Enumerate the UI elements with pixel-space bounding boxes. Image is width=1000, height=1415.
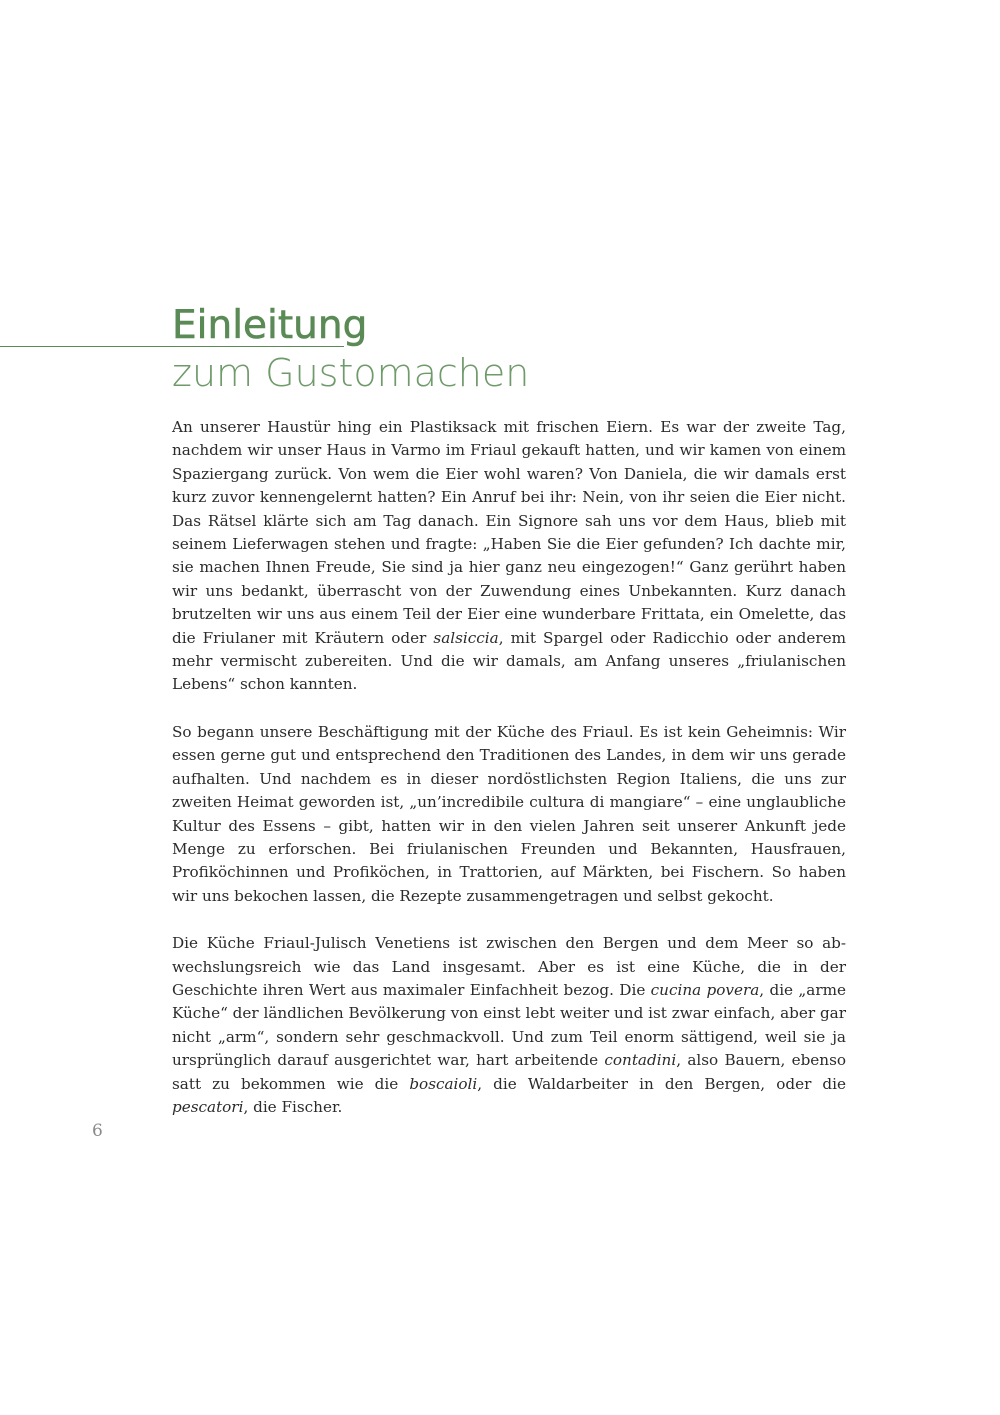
italic-term: cucina povera bbox=[650, 980, 760, 999]
text-run: Die Küche Friaul-Julisch Venetiens ist zwischen den Bergen und dem Meer so abwechslungsreich wie das Land insgesamt. Aber es ist eine Küche, die in der Geschichte ihren Wert aus maximaler Einfachheit bezog. Die bbox=[172, 934, 846, 999]
paragraph bbox=[172, 416, 846, 697]
paragraph bbox=[172, 932, 846, 1119]
italic-term: salsiccia bbox=[433, 628, 499, 647]
body-text bbox=[172, 416, 846, 1143]
text-run: , die Fischer. bbox=[243, 1097, 343, 1116]
chapter-title: Einleitung bbox=[172, 303, 368, 348]
text-run: , die Waldarbeiter in den Bergen, oder die bbox=[477, 1074, 846, 1093]
page-number: 6 bbox=[92, 1121, 103, 1141]
paragraph bbox=[172, 721, 846, 908]
text-run: , die „arme Küche“ der ländlichen Bevölkerung von einst lebt weiter und ist zwar einfach, aber gar nicht „arm“, sondern sehr geschmackvoll. Und zum Teil enorm sättigend, weil sie ja ursprünglich darauf ausgerichtet war, hart arbeitende bbox=[172, 980, 846, 1070]
text-run: , mit Spargel oder Radicchio oder anderem mehr vermischt zubereiten. Und die wir damals, am Anfang unseres „friulanischen Lebens“ schon kannten. bbox=[172, 628, 846, 694]
text-run: An unserer Haustür hing ein Plastiksack mit frischen Eiern. Es war der zweite Tag, nachdem wir unser Haus in Varmo im Friaul gekauft hatten, und wir kamen von einem Spaziergang zurück. Von wem die Eier wohl waren? Von Daniela, die wir damals erst kurz zuvor kennengelernt hatten? Ein Anruf bei ihr: Nein, von ihr seien die Eier nicht. Das Rätsel klärte sich am Tag danach. Ein Signore sah uns vor dem Haus, blieb mit seinem Lieferwagen stehen und fragte: „Haben Sie die Eier gefunden? Ich dachte mir, sie machen Ihnen Freude, Sie sind ja hier ganz neu eingezogen!“ Ganz gerührt haben wir uns bedankt, überrascht von der Zuwendung eines Unbekannten. Kurz danach brutzelten wir uns aus einem Teil der Eier eine wunderbare Frittata, ein Omelette, das die Friulaner mit Kräutern oder bbox=[172, 418, 846, 647]
italic-term: boscaioli bbox=[409, 1074, 478, 1093]
text-run: So begann unsere Beschäftigung mit der Küche des Friaul. Es ist kein Geheimnis: Wir essen gerne gut und entsprechend den Traditionen des Landes, in dem wir uns gerade aufhalten. Und nachdem es in dieser nordöstlichsten Region Italiens, die uns zur zweiten Heimat geworden ist, „un’incredibile cultura di mangiare“ – eine unglaubliche Kultur des Essens – gibt, hatten wir in den vielen Jahren seit unserer Ankunft jede Menge zu erforschen. Bei friulanischen Freunden und Bekannten, Hausfrauen, Profiköchinnen und Profiköchen, in Trattorien, auf Märkten, bei Fischern. So haben wir uns bekochen lassen, die Rezepte zusammengetragen und selbst gekocht. bbox=[172, 722, 846, 905]
italic-term: pescatori bbox=[172, 1097, 244, 1116]
chapter-subtitle: zum Gustomachen bbox=[172, 351, 530, 395]
italic-term: contadini bbox=[604, 1051, 677, 1070]
text-run: , also Bauern, ebenso satt zu bekommen wie die bbox=[172, 1051, 847, 1093]
title-rule bbox=[0, 346, 344, 347]
